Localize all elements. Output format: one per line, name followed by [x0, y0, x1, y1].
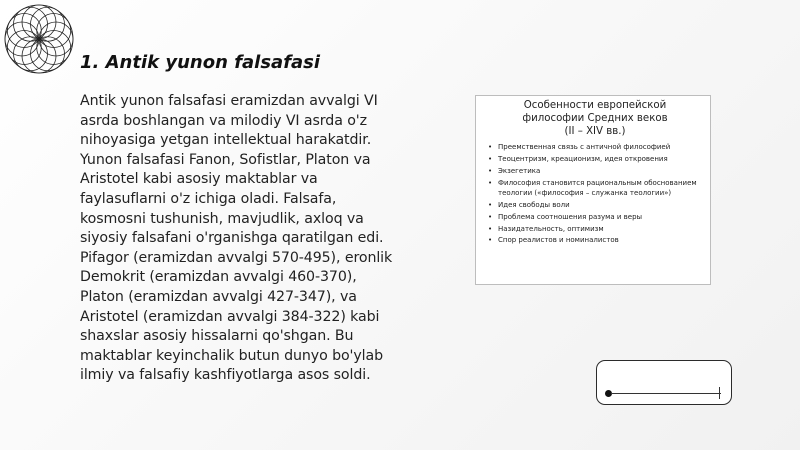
- info-box-heading: [486, 99, 704, 138]
- list-item: [486, 201, 704, 211]
- body-line: nihoyasiga yetgan intellektual harakatdir.: [80, 132, 372, 149]
- list-item: [486, 236, 704, 246]
- body-line: Yunon falsafasi Fanon, Sofistlar, Platon va: [80, 151, 371, 168]
- info-box-heading-line: (II – XIV вв.): [564, 126, 626, 137]
- bullet-icon: •: [488, 224, 493, 233]
- list-item: [486, 143, 704, 153]
- list-item-text: Проблема соотношения разума и веры: [498, 212, 643, 221]
- list-item-text: Преемственная связь с античной философией: [498, 143, 671, 151]
- info-box-heading-line: Особенности европейской: [523, 100, 667, 111]
- seek-bar[interactable]: [611, 393, 721, 394]
- body-line: Aristotel (eramizdan avvalgi 384-322) kabi: [80, 308, 380, 325]
- bullet-icon: •: [488, 178, 493, 187]
- body-line: shaxslar asosiy hissalarni qo'shgan. Bu: [80, 328, 354, 345]
- info-box-heading-line: философии Средних веков: [522, 113, 668, 124]
- list-item: [486, 155, 704, 165]
- bullet-icon: •: [488, 236, 493, 245]
- bullet-icon: •: [488, 154, 493, 163]
- bullet-icon: •: [488, 200, 493, 209]
- body-line: asrda boshlangan va milodiy VI asrda o'z: [80, 112, 367, 129]
- body-line: kosmosni tushunish, mavjudlik, axloq va: [80, 210, 364, 227]
- body-line: Platon (eramizdan avvalgi 427-347), va: [80, 288, 357, 305]
- list-item: [486, 225, 704, 235]
- body-line: Antik yunon falsafasi eramizdan avvalgi VI: [80, 93, 378, 109]
- medieval-philosophy-image: [475, 95, 711, 285]
- list-item-text: Теоцентризм, креационизм, идея откровения: [498, 154, 668, 163]
- bullet-icon: •: [488, 166, 493, 175]
- body-line: Aristotel kabi asosiy maktablar va: [80, 171, 318, 188]
- body-line: faylasuflarni o'z ichiga oladi. Falsafa,: [80, 190, 337, 207]
- list-item: [486, 213, 704, 223]
- body-line: Demokrit (eramizdan avvalgi 460-370),: [80, 269, 357, 286]
- body-line: Pifagor (eramizdan avvalgi 570-495), eronlik: [80, 249, 393, 266]
- body-line: maktablar keyinchalik butun dunyo bo'ylab: [80, 347, 383, 364]
- list-item-text: Назидательность, оптимизм: [498, 224, 604, 233]
- geometric-ornament-icon: [2, 2, 76, 76]
- list-item-text: Экзегетика: [498, 166, 541, 175]
- bullet-icon: •: [488, 212, 493, 221]
- body-paragraph: [80, 92, 420, 386]
- info-box-list: [486, 143, 704, 246]
- slide-title: 1. Antik yunon falsafasi: [80, 52, 321, 73]
- bullet-icon: •: [488, 143, 493, 151]
- list-item-text: Идея свободы воли: [498, 200, 570, 209]
- list-item: [486, 179, 704, 198]
- audio-player-control[interactable]: [596, 360, 732, 405]
- list-item-text: Спор реалистов и номиналистов: [498, 236, 619, 245]
- body-line: siyosiy falsafani o'rganishga qaratilgan edi.: [80, 230, 384, 247]
- seek-end-marker: [719, 387, 720, 399]
- body-line: ilmiy va falsafiy kashfiyotlarga asos soldi.: [80, 367, 371, 384]
- list-item-text: Философия становится рациональным обоснованием теологии («философия – служанка теологии»): [498, 178, 697, 197]
- list-item: [486, 167, 704, 177]
